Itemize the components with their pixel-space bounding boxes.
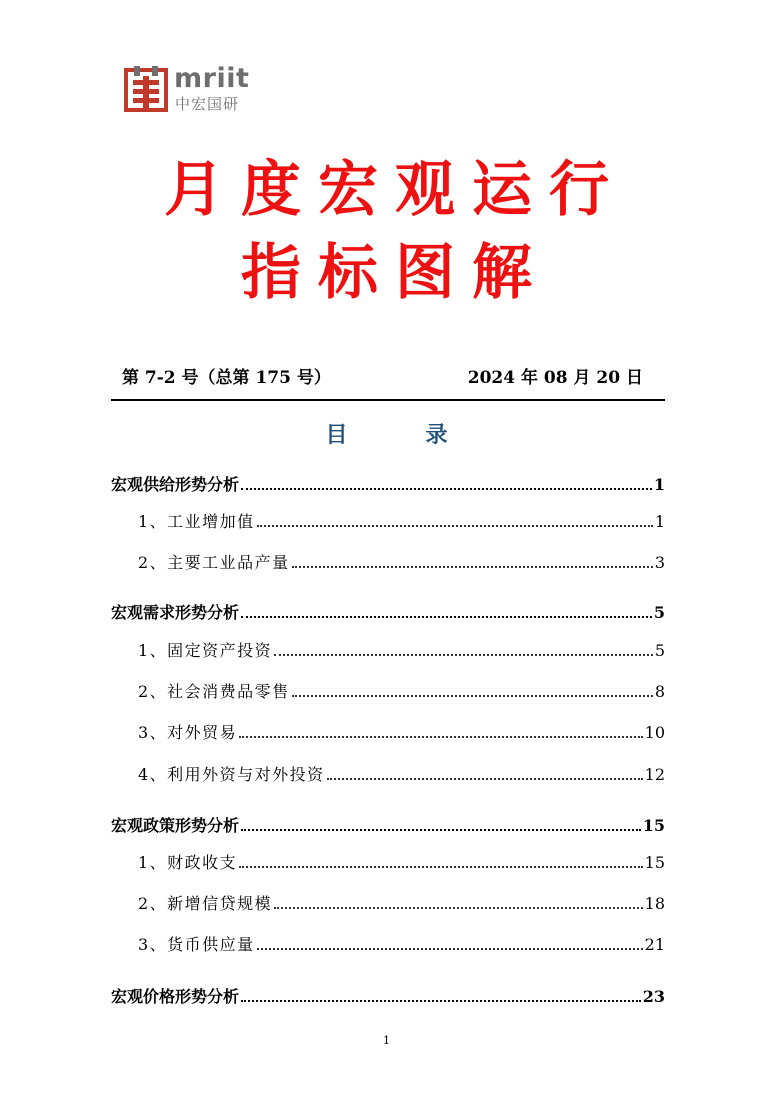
logo [124,64,254,114]
toc-entry-page: 5 [653,603,665,622]
toc-item-industrial-output[interactable] [138,548,665,574]
toc-entry-page: 1 [654,512,665,531]
toc-dot-leader [241,829,641,831]
toc-section-policy[interactable] [111,811,665,837]
toc-section-demand[interactable] [111,598,665,624]
toc-entry-page: 21 [644,935,665,954]
toc-entry-page: 15 [644,853,665,872]
toc-entry-label: 宏观供给形势分析 [111,475,240,494]
toc-item-industrial-value-added[interactable] [138,507,665,533]
toc-heading: 目 录 [325,423,476,448]
toc-entry-page: 18 [644,894,665,913]
toc-section-prices[interactable] [111,982,665,1008]
toc-dot-leader [241,488,652,490]
toc-entry-page: 10 [644,723,665,742]
toc-item-fiscal[interactable] [138,848,665,874]
toc-entry-label: 3、对外贸易 [138,723,238,742]
toc-dot-leader [239,736,642,738]
toc-entry-label: 宏观政策形势分析 [111,816,240,835]
toc-entry-page: 23 [642,987,665,1006]
report-title-line2: 指标图解 [241,238,549,308]
toc-entry-label: 宏观价格形势分析 [111,987,240,1006]
toc-section-supply[interactable] [111,470,665,496]
toc-item-foreign-investment[interactable] [138,760,665,786]
toc-entry-page: 5 [654,641,665,660]
toc-entry-label: 2、主要工业品产量 [138,553,290,572]
toc-entry-page: 3 [654,553,665,572]
toc-dot-leader [257,948,643,950]
toc-entry-label: 1、固定资产投资 [138,641,273,660]
toc-entry-page: 8 [654,682,665,701]
toc-dot-leader [327,778,643,780]
toc-item-fixed-asset-investment[interactable] [138,636,665,662]
logo-text-cn: 中宏国研 [175,95,240,113]
toc-entry-page: 15 [642,816,665,835]
toc-item-new-credit[interactable] [138,889,665,915]
toc-entry-page: 12 [644,765,665,784]
toc-item-retail-sales[interactable] [138,677,665,703]
mriit-logo-icon [124,64,168,112]
header-divider [111,399,665,401]
toc-item-foreign-trade[interactable] [138,718,665,744]
toc-item-money-supply[interactable] [138,930,665,956]
toc-entry-label: 4、利用外资与对外投资 [138,765,325,784]
toc-entry-label: 1、工业增加值 [138,512,255,531]
toc-entry-label: 3、货币供应量 [138,935,255,954]
toc-entry-label: 2、新增信贷规模 [138,894,273,913]
toc-dot-leader [239,866,642,868]
toc-entry-page: 1 [653,475,665,494]
toc-dot-leader [292,695,653,697]
toc-entry-label: 2、社会消费品零售 [138,682,290,701]
toc-dot-leader [257,525,653,527]
issue-date: 2024 年 08 月 20 日 [467,368,643,388]
toc-dot-leader [292,566,653,568]
logo-text-en: mriit [174,63,250,94]
toc-entry-label: 1、财政收支 [138,853,238,872]
toc-dot-leader [274,907,642,909]
page-number: 1 [383,1034,390,1047]
toc-dot-leader [241,616,652,618]
toc-dot-leader [241,1000,641,1002]
toc-dot-leader [274,654,653,656]
toc-entry-label: 宏观需求形势分析 [111,603,240,622]
report-title-line1: 月度宏观运行 [164,155,626,225]
issue-number: 第 7-2 号（总第 175 号） [122,368,331,388]
